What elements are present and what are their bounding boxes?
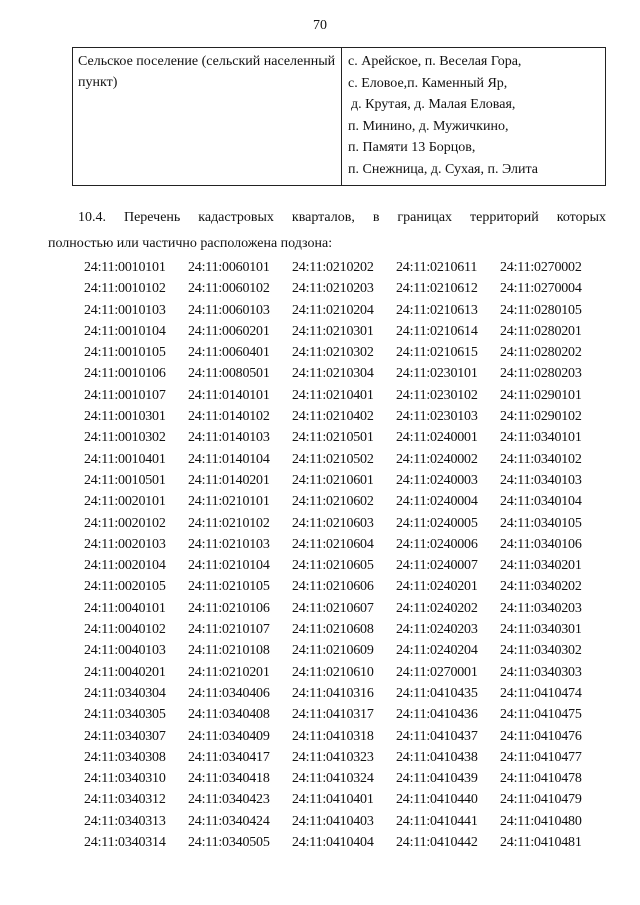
cadastral-code: 24:11:0210401 bbox=[292, 387, 374, 403]
cadastral-code: 24:11:0210304 bbox=[292, 366, 374, 382]
cadastral-code: 24:11:0240005 bbox=[396, 515, 478, 531]
cadastral-code: 24:11:0410401 bbox=[292, 792, 374, 808]
cadastral-code: 24:11:0280202 bbox=[500, 345, 582, 361]
cadastral-code: 24:11:0340106 bbox=[500, 536, 582, 552]
cadastral-code: 24:11:0280105 bbox=[500, 302, 582, 318]
cadastral-row bbox=[84, 555, 624, 576]
cadastral-code: 24:11:0230101 bbox=[396, 366, 478, 382]
cadastral-list bbox=[84, 257, 624, 853]
cadastral-code: 24:11:0340301 bbox=[500, 622, 582, 638]
cadastral-code: 24:11:0210102 bbox=[188, 515, 270, 531]
cadastral-row bbox=[84, 747, 624, 768]
cadastral-code: 24:11:0410440 bbox=[396, 792, 478, 808]
table-row bbox=[73, 48, 606, 186]
cadastral-code: 24:11:0270004 bbox=[500, 281, 582, 297]
cadastral-row bbox=[84, 363, 624, 384]
cadastral-code: 24:11:0340303 bbox=[500, 664, 582, 680]
cadastral-code: 24:11:0210502 bbox=[292, 451, 374, 467]
section-heading-line: полностью или частично расположена подзона: bbox=[48, 236, 333, 251]
cadastral-code: 24:11:0410477 bbox=[500, 749, 582, 765]
cadastral-code: 24:11:0140104 bbox=[188, 451, 270, 467]
cadastral-code: 24:11:0210612 bbox=[396, 281, 478, 297]
cadastral-row bbox=[84, 470, 624, 491]
page-number: 70 bbox=[313, 18, 327, 33]
cadastral-row bbox=[84, 640, 624, 661]
cadastral-code: 24:11:0340312 bbox=[84, 792, 166, 808]
cadastral-code: 24:11:0060101 bbox=[188, 260, 270, 275]
cadastral-code: 24:11:0340418 bbox=[188, 771, 270, 787]
cadastral-code: 24:11:0060201 bbox=[188, 323, 270, 339]
cadastral-code: 24:11:0210107 bbox=[188, 622, 270, 638]
cadastral-row bbox=[84, 662, 624, 683]
cadastral-code: 24:11:0410437 bbox=[396, 728, 478, 744]
cadastral-code: 24:11:0410475 bbox=[500, 707, 582, 723]
cadastral-code: 24:11:0340104 bbox=[500, 494, 582, 510]
cadastral-code: 24:11:0410323 bbox=[292, 749, 374, 765]
cadastral-code: 24:11:0010103 bbox=[84, 302, 166, 318]
cadastral-code: 24:11:0340423 bbox=[188, 792, 270, 808]
cadastral-row bbox=[84, 768, 624, 789]
cadastral-row bbox=[84, 427, 624, 448]
cadastral-row bbox=[84, 257, 624, 278]
cadastral-code: 24:11:0280201 bbox=[500, 323, 582, 339]
settlement-line: д. Крутая, д. Малая Еловая, bbox=[351, 97, 516, 113]
cadastral-code: 24:11:0230102 bbox=[396, 387, 478, 403]
cadastral-code: 24:11:0340304 bbox=[84, 685, 166, 701]
cadastral-code: 24:11:0410442 bbox=[396, 835, 478, 851]
cadastral-code: 24:11:0280203 bbox=[500, 366, 582, 382]
cadastral-code: 24:11:0210105 bbox=[188, 579, 270, 595]
cadastral-code: 24:11:0210104 bbox=[188, 558, 270, 574]
cadastral-code: 24:11:0410478 bbox=[500, 771, 582, 787]
cadastral-code: 24:11:0140101 bbox=[188, 387, 270, 403]
cadastral-code: 24:11:0010105 bbox=[84, 345, 166, 361]
settlement-type-cell: Сельское поселение (сельский населенный пункт) bbox=[73, 48, 342, 186]
settlement-line: с. Еловое,п. Каменный Яр, bbox=[348, 75, 508, 91]
cadastral-code: 24:11:0240204 bbox=[396, 643, 478, 659]
settlement-line: п. Минино, д. Мужичкино, bbox=[348, 118, 509, 134]
cadastral-code: 24:11:0340102 bbox=[500, 451, 582, 467]
cadastral-code: 24:11:0010302 bbox=[84, 430, 166, 446]
settlement-line: п. Снежница, д. Сухая, п. Элита bbox=[348, 161, 539, 177]
cadastral-code: 24:11:0410436 bbox=[396, 707, 478, 723]
cadastral-code: 24:11:0210203 bbox=[292, 281, 374, 297]
cadastral-code: 24:11:0240006 bbox=[396, 536, 478, 552]
cadastral-code: 24:11:0020104 bbox=[84, 558, 166, 574]
cadastral-code: 24:11:0340406 bbox=[188, 685, 270, 701]
cadastral-code: 24:11:0210611 bbox=[396, 260, 478, 275]
cadastral-code: 24:11:0210501 bbox=[292, 430, 374, 446]
cadastral-row bbox=[84, 832, 624, 853]
cadastral-code: 24:11:0010401 bbox=[84, 451, 166, 467]
cadastral-code: 24:11:0210402 bbox=[292, 409, 374, 425]
cadastral-code: 24:11:0210610 bbox=[292, 664, 374, 680]
cadastral-code: 24:11:0240003 bbox=[396, 472, 478, 488]
cadastral-code: 24:11:0210204 bbox=[292, 302, 374, 318]
section-heading bbox=[48, 205, 606, 257]
cadastral-code: 24:11:0210608 bbox=[292, 622, 374, 638]
cadastral-code: 24:11:0410441 bbox=[396, 813, 478, 829]
cadastral-code: 24:11:0020105 bbox=[84, 579, 166, 595]
cadastral-code: 24:11:0240007 bbox=[396, 558, 478, 574]
cadastral-code: 24:11:0410435 bbox=[396, 685, 478, 701]
cadastral-code: 24:11:0040102 bbox=[84, 622, 166, 638]
cadastral-code: 24:11:0210301 bbox=[292, 323, 374, 339]
cadastral-code: 24:11:0410404 bbox=[292, 835, 374, 851]
cadastral-code: 24:11:0340505 bbox=[188, 835, 270, 851]
cadastral-code: 24:11:0410479 bbox=[500, 792, 582, 808]
settlement-line: п. Памяти 13 Борцов, bbox=[348, 140, 476, 156]
cadastral-code: 24:11:0210106 bbox=[188, 600, 270, 616]
cadastral-code: 24:11:0240004 bbox=[396, 494, 478, 510]
cadastral-code: 24:11:0210614 bbox=[396, 323, 478, 339]
cadastral-code: 24:11:0210201 bbox=[188, 664, 270, 680]
cadastral-code: 24:11:0340408 bbox=[188, 707, 270, 723]
cadastral-code: 24:11:0010501 bbox=[84, 472, 166, 488]
cadastral-code: 24:11:0340307 bbox=[84, 728, 166, 744]
cadastral-row bbox=[84, 278, 624, 299]
cadastral-code: 24:11:0060103 bbox=[188, 302, 270, 318]
cadastral-code: 24:11:0410474 bbox=[500, 685, 582, 701]
settlement-table bbox=[72, 47, 606, 186]
cadastral-code: 24:11:0010301 bbox=[84, 409, 166, 425]
cadastral-code: 24:11:0010106 bbox=[84, 366, 166, 382]
cadastral-code: 24:11:0410316 bbox=[292, 685, 374, 701]
settlement-line: с. Арейское, п. Веселая Гора, bbox=[348, 54, 522, 69]
cadastral-row bbox=[84, 449, 624, 470]
cadastral-row bbox=[84, 619, 624, 640]
cadastral-code: 24:11:0230103 bbox=[396, 409, 478, 425]
cadastral-code: 24:11:0340314 bbox=[84, 835, 166, 851]
cadastral-code: 24:11:0060102 bbox=[188, 281, 270, 297]
cadastral-code: 24:11:0140201 bbox=[188, 472, 270, 488]
cadastral-row bbox=[84, 704, 624, 725]
cadastral-code: 24:11:0410317 bbox=[292, 707, 374, 723]
cadastral-code: 24:11:0210615 bbox=[396, 345, 478, 361]
cadastral-row bbox=[84, 789, 624, 810]
cadastral-code: 24:11:0340308 bbox=[84, 749, 166, 765]
cadastral-code: 24:11:0210302 bbox=[292, 345, 374, 361]
cadastral-code: 24:11:0010102 bbox=[84, 281, 166, 297]
cadastral-code: 24:11:0210609 bbox=[292, 643, 374, 659]
cadastral-row bbox=[84, 491, 624, 512]
cadastral-code: 24:11:0020103 bbox=[84, 536, 166, 552]
cadastral-code: 24:11:0210101 bbox=[188, 494, 270, 510]
cadastral-code: 24:11:0410439 bbox=[396, 771, 478, 787]
cadastral-code: 24:11:0240201 bbox=[396, 579, 478, 595]
cadastral-row bbox=[84, 534, 624, 555]
cadastral-code: 24:11:0340202 bbox=[500, 579, 582, 595]
cadastral-row bbox=[84, 598, 624, 619]
cadastral-code: 24:11:0290101 bbox=[500, 387, 582, 403]
cadastral-row bbox=[84, 300, 624, 321]
cadastral-code: 24:11:0140102 bbox=[188, 409, 270, 425]
cadastral-code: 24:11:0010107 bbox=[84, 387, 166, 403]
cadastral-code: 24:11:0040101 bbox=[84, 600, 166, 616]
cadastral-code: 24:11:0040103 bbox=[84, 643, 166, 659]
cadastral-row bbox=[84, 811, 624, 832]
cadastral-code: 24:11:0340424 bbox=[188, 813, 270, 829]
cadastral-row bbox=[84, 385, 624, 406]
cadastral-code: 24:11:0240202 bbox=[396, 600, 478, 616]
cadastral-code: 24:11:0410476 bbox=[500, 728, 582, 744]
cadastral-row bbox=[84, 576, 624, 597]
cadastral-code: 24:11:0210607 bbox=[292, 600, 374, 616]
cadastral-code: 24:11:0340105 bbox=[500, 515, 582, 531]
cadastral-code: 24:11:0020102 bbox=[84, 515, 166, 531]
cadastral-code: 24:11:0210103 bbox=[188, 536, 270, 552]
cadastral-row bbox=[84, 321, 624, 342]
cadastral-code: 24:11:0210601 bbox=[292, 472, 374, 488]
cadastral-code: 24:11:0210602 bbox=[292, 494, 374, 510]
cadastral-code: 24:11:0210603 bbox=[292, 515, 374, 531]
cadastral-code: 24:11:0340417 bbox=[188, 749, 270, 765]
section-heading-line: 10.4. Перечень кадастровых кварталов, в границах территорий которых bbox=[78, 210, 606, 225]
cadastral-code: 24:11:0410324 bbox=[292, 771, 374, 787]
cadastral-code: 24:11:0020101 bbox=[84, 494, 166, 510]
cadastral-code: 24:11:0410438 bbox=[396, 749, 478, 765]
cadastral-code: 24:11:0210606 bbox=[292, 579, 374, 595]
cadastral-code: 24:11:0210605 bbox=[292, 558, 374, 574]
cadastral-row bbox=[84, 406, 624, 427]
cadastral-code: 24:11:0040201 bbox=[84, 664, 166, 680]
cadastral-code: 24:11:0410318 bbox=[292, 728, 374, 744]
cadastral-code: 24:11:0210613 bbox=[396, 302, 478, 318]
cadastral-code: 24:11:0010101 bbox=[84, 260, 166, 275]
cadastral-code: 24:11:0410403 bbox=[292, 813, 374, 829]
cadastral-code: 24:11:0060401 bbox=[188, 345, 270, 361]
cadastral-code: 24:11:0210108 bbox=[188, 643, 270, 659]
cadastral-code: 24:11:0340313 bbox=[84, 813, 166, 829]
cadastral-code: 24:11:0270002 bbox=[500, 260, 582, 275]
cadastral-code: 24:11:0410480 bbox=[500, 813, 582, 829]
cadastral-code: 24:11:0340101 bbox=[500, 430, 582, 446]
cadastral-code: 24:11:0140103 bbox=[188, 430, 270, 446]
cadastral-code: 24:11:0340305 bbox=[84, 707, 166, 723]
cadastral-code: 24:11:0210202 bbox=[292, 260, 374, 275]
cadastral-row bbox=[84, 513, 624, 534]
cadastral-row bbox=[84, 342, 624, 363]
cadastral-code: 24:11:0340310 bbox=[84, 771, 166, 787]
cadastral-code: 24:11:0340409 bbox=[188, 728, 270, 744]
cadastral-code: 24:11:0340103 bbox=[500, 472, 582, 488]
cadastral-code: 24:11:0010104 bbox=[84, 323, 166, 339]
cadastral-code: 24:11:0240001 bbox=[396, 430, 478, 446]
cadastral-code: 24:11:0340201 bbox=[500, 558, 582, 574]
cadastral-code: 24:11:0340203 bbox=[500, 600, 582, 616]
cadastral-row bbox=[84, 683, 624, 704]
cadastral-code: 24:11:0410481 bbox=[500, 835, 582, 851]
cadastral-code: 24:11:0080501 bbox=[188, 366, 270, 382]
cadastral-code: 24:11:0210604 bbox=[292, 536, 374, 552]
cadastral-code: 24:11:0340302 bbox=[500, 643, 582, 659]
cadastral-row bbox=[84, 726, 624, 747]
cadastral-code: 24:11:0240002 bbox=[396, 451, 478, 467]
cadastral-code: 24:11:0270001 bbox=[396, 664, 478, 680]
cadastral-code: 24:11:0240203 bbox=[396, 622, 478, 638]
cadastral-code: 24:11:0290102 bbox=[500, 409, 582, 425]
settlement-list-cell bbox=[342, 48, 606, 186]
